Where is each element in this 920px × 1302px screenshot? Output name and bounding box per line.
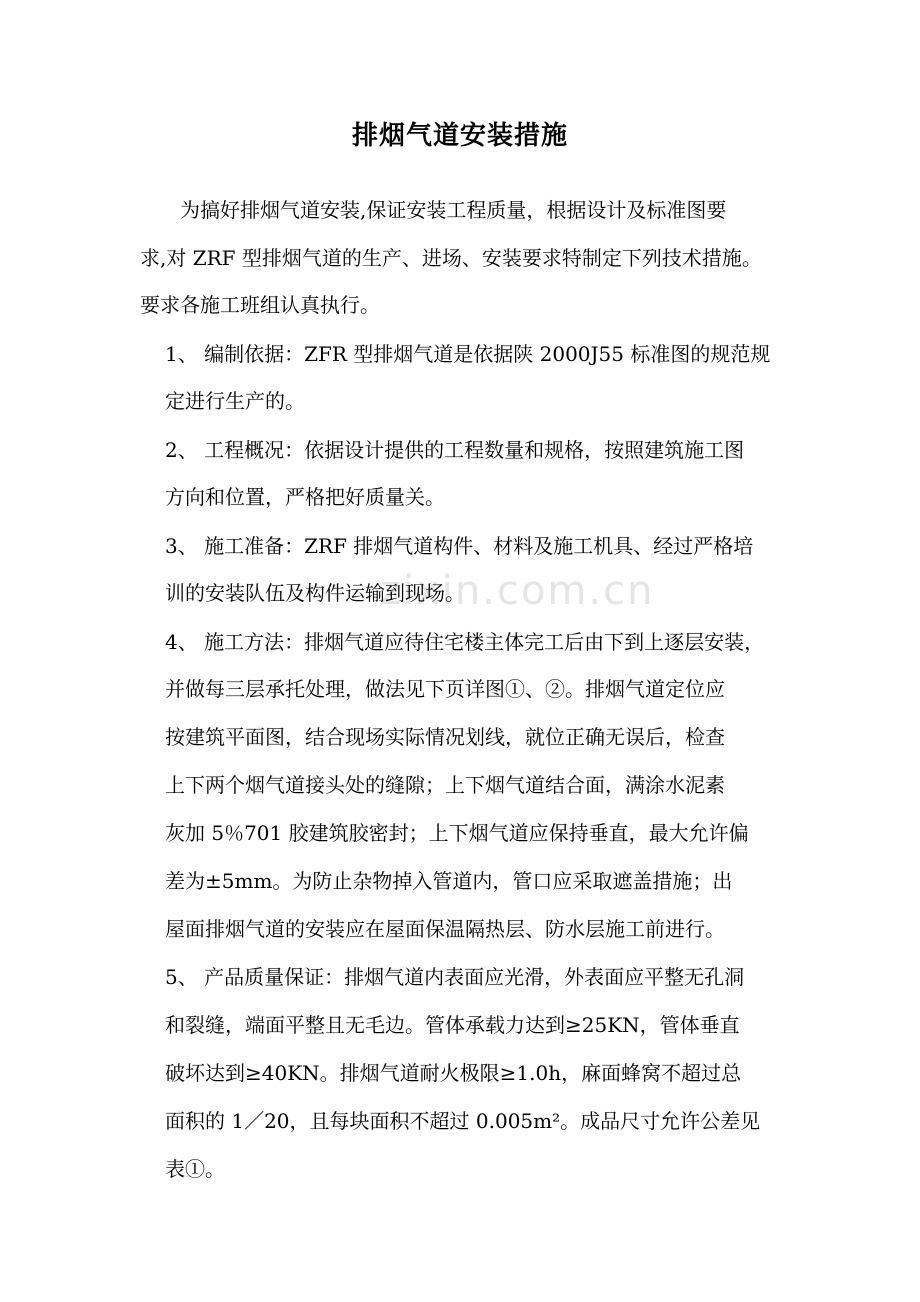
paragraph-line: 屋面排烟气道的安装应在屋面保温隔热层、防水层施工前进行。 [165, 917, 725, 941]
paragraph-line: 按建筑平面图，结合现场实际情况划线，就位正确无误后，检查 [165, 725, 725, 749]
paragraph-line: 上下两个烟气道接头处的缝隙；上下烟气道结合面，满涂水泥素 [165, 773, 725, 797]
paragraph-line: 并做每三层承托处理，做法见下页详图①、②。排烟气道定位应 [165, 677, 725, 701]
paragraph-line: 1、 编制依据：ZFR 型排烟气道是依据陕 2000J55 标准图的规范规 [165, 342, 771, 366]
paragraph-line: 破坏达到≥40KN。排烟气道耐火极限≥1.0h，麻面蜂窝不超过总 [165, 1061, 742, 1085]
paragraph-line: 5、 产品质量保证：排烟气道内表面应光滑，外表面应平整无孔洞 [165, 965, 745, 989]
paragraph-line: 要求各施工班组认真执行。 [140, 293, 380, 317]
paragraph-line: 为搞好排烟气道安装,保证安装工程质量，根据设计及标准图要 [180, 198, 727, 222]
paragraph-line: 和裂缝，端面平整且无毛边。管体承载力达到≥25KN，管体垂直 [165, 1013, 740, 1037]
paragraph-line: 表①。 [165, 1157, 225, 1181]
paragraph-line: 求,对 ZRF 型排烟气道的生产、进场、安装要求特制定下列技术措施。 [140, 246, 762, 270]
paragraph-line: 灰加 5％701 胶建筑胶密封；上下烟气道应保持垂直，最大允许偏 [165, 821, 749, 845]
paragraph-line: 方向和位置，严格把好质量关。 [165, 485, 445, 509]
paragraph-line: 训的安装队伍及构件运输到现场。 [165, 581, 465, 605]
paragraph-line: 面积的 1／20，且每块面积不超过 0.005m²。成品尺寸允许公差见 [165, 1109, 761, 1133]
watermark-text: zixin.com.cn [380, 568, 655, 614]
paragraph-line: 2、 工程概况：依据设计提供的工程数量和规格，按照建筑施工图 [165, 438, 745, 462]
paragraph-line: 差为±5mm。为防止杂物掉入管道内，管口应采取遮盖措施；出 [165, 869, 733, 893]
paragraph-line: 3、 施工准备：ZRF 排烟气道构件、材料及施工机具、经过严格培 [165, 534, 754, 558]
paragraph-line: 定进行生产的。 [165, 389, 305, 413]
paragraph-line: 4、 施工方法：排烟气道应待住宅楼主体完工后由下到上逐层安装， [165, 630, 765, 654]
document-title: 排烟气道安装措施 [351, 121, 568, 151]
